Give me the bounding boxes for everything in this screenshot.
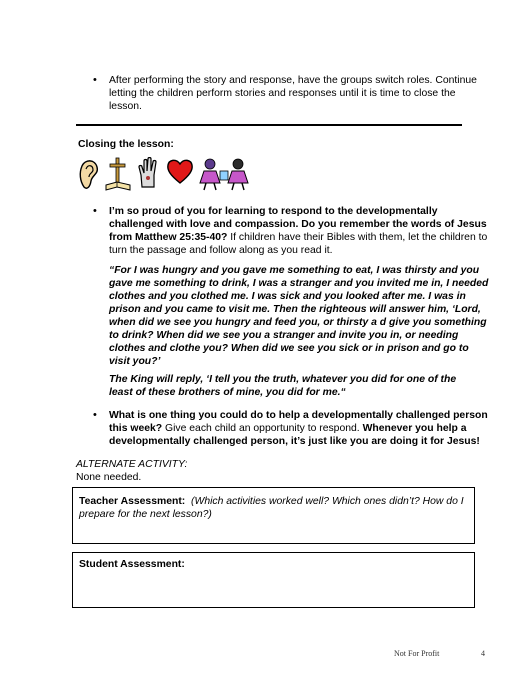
bullet-1-text: If children have their Bibles with them, let the children to turn the passage and follow along as you read it. bbox=[109, 232, 488, 256]
divider bbox=[76, 124, 462, 126]
scripture-king-reply: The King will reply, ‘I tell you the truth, whatever you did for one of the least of these brothers of mine, you did for me.“ bbox=[109, 374, 457, 398]
children-icon bbox=[198, 157, 250, 191]
student-assessment-box[interactable] bbox=[72, 552, 475, 608]
scripture-passage: “For I was hungry and you gave me something to eat, I was thirsty and you gave me something to drink, I was a stranger and you invited me in, I needed clothes and you clothed me. I was sick and you looked after me. I was in prison and you came to visit me. Then the righteous will answer him, ‘Lord, when did we see you hungry and feed you, or thirsty a d give you something to drink? When did we see you a stranger and invite you in, or needing clothes and clothe you? When did we see you sick or in prison and go to visit you?’ bbox=[109, 265, 489, 367]
alternate-activity-label: ALTERNATE ACTIVITY: bbox=[76, 459, 188, 470]
closing-heading: Closing the lesson: bbox=[78, 139, 174, 150]
alternate-activity-value: None needed. bbox=[76, 472, 142, 483]
bullet-2-question: What is one thing you could do to help a developmentally challenged person this week? bbox=[109, 410, 488, 434]
bullet-1-bold: I’m so proud of you for learning to respond to the developmentally challenged with love and compassion. Do you remember the words of Jesus from Matthew 25:35-40? bbox=[109, 206, 487, 243]
teacher-assessment-box[interactable] bbox=[72, 487, 475, 544]
hand-icon bbox=[136, 157, 160, 189]
student-assessment-label: Student Assessment: bbox=[79, 559, 185, 570]
teacher-assessment-prompt: (Which activities worked well? Which ones didn’t? How do I prepare for the next lesson?) bbox=[79, 496, 464, 520]
ear-icon bbox=[78, 157, 100, 191]
footer-text: Not For Profit bbox=[394, 649, 440, 658]
bullet-2-closing: Whenever you help a developmentally challenged person, it’s just like you are doing it for Jesus! bbox=[109, 423, 480, 447]
bullet-2-text: Give each child an opportunity to respond. bbox=[162, 423, 363, 434]
bullet-dot: • bbox=[93, 205, 97, 217]
bullet-dot: • bbox=[93, 74, 97, 86]
bullet-2 bbox=[109, 409, 489, 448]
bullet-1 bbox=[109, 205, 489, 257]
intro-bullet-text: After performing the story and response, have the groups switch roles. Continue letting the children perform stories and responses until it is time to close the lesson. bbox=[109, 75, 477, 112]
bullet-dot: • bbox=[93, 409, 97, 421]
heart-icon bbox=[166, 157, 194, 185]
closing-icons bbox=[74, 157, 254, 193]
teacher-assessment-label: Teacher Assessment: bbox=[79, 496, 186, 507]
page-number: 4 bbox=[481, 649, 485, 658]
teacher-assessment-content bbox=[79, 495, 464, 521]
bible-cross-icon bbox=[104, 157, 132, 193]
